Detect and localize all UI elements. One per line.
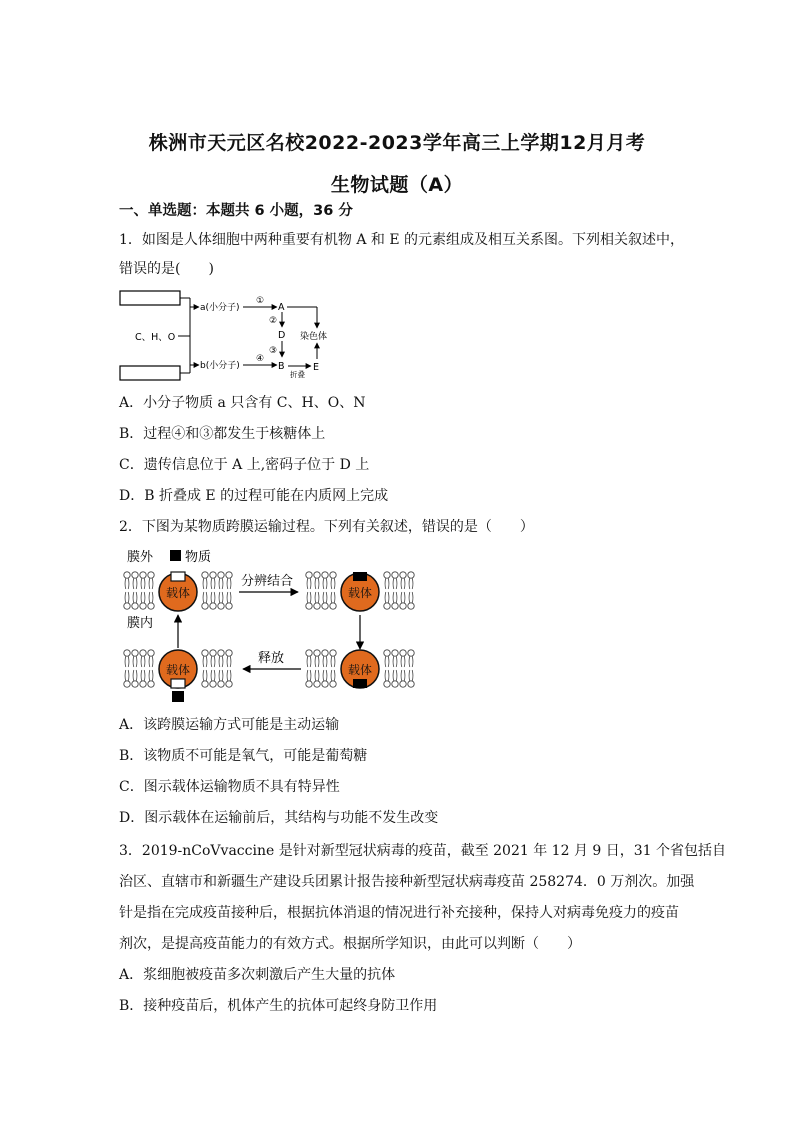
membrane-bottom-right xyxy=(306,650,414,688)
label-release: 释放 xyxy=(258,651,285,666)
carrier-bound-inside xyxy=(341,650,379,688)
released-substance xyxy=(172,691,184,702)
label-b: b(小分子) xyxy=(200,361,240,371)
step-1: ① xyxy=(256,296,265,306)
carrier-label-4: 载体 xyxy=(165,663,191,677)
carrier-bound-outside xyxy=(341,572,379,611)
membrane-bottom-left xyxy=(124,650,232,702)
q3-stem-line3: 针是指在完成疫苗接种后，根据抗体消退的情况进行补充接种，保持人对病毒免疫力的疫苗 xyxy=(119,905,679,921)
q2-stem: 2．下图为某物质跨膜运输过程。下列有关叙述，错误的是（ ） xyxy=(119,519,534,535)
carrier-label-2: 载体 xyxy=(347,586,373,600)
membrane-top-right xyxy=(306,572,414,611)
q3-stem-line2: 治区、直辖市和新疆生产建设兵团累计报告接种新型冠状病毒疫苗 258274．0 万剂次。加强 xyxy=(119,874,695,890)
blank-box-top xyxy=(120,291,180,305)
q2-option-c: C．图示载体运输物质不具有特异性 xyxy=(119,779,340,795)
label-D: D xyxy=(278,330,286,341)
label-chromosome: 染色体 xyxy=(300,332,328,342)
q1-stem-line1: 1．如图是人体细胞中两种重要有机物 A 和 E 的元素组成及相互关系图。下列相关叙述中， xyxy=(119,232,685,248)
elements-label: C、H、O xyxy=(135,332,176,343)
section-heading: 一、单选题：本题共 6 小题，36 分 xyxy=(119,203,353,219)
blank-box-bottom xyxy=(120,366,180,380)
page-subtitle: 生物试题（A） xyxy=(330,174,464,196)
label-inside: 膜内 xyxy=(127,616,154,631)
substance-legend-square xyxy=(170,550,181,561)
q3-option-a: A．浆细胞被疫苗多次刺激后产生大量的抗体 xyxy=(119,967,396,983)
q1-option-b: B．过程④和③都发生于核糖体上 xyxy=(119,426,326,442)
label-B: B xyxy=(278,361,285,372)
q1-option-c: C．遗传信息位于 A 上,密码子位于 D 上 xyxy=(119,457,370,473)
carrier-label-3: 载体 xyxy=(347,663,373,677)
step-3: ③ xyxy=(269,346,278,356)
label-fold: 折叠 xyxy=(290,370,305,379)
q1-option-a: A．小分子物质 a 只含有 C、H、O、N xyxy=(119,395,366,411)
q3-option-b: B．接种疫苗后，机体产生的抗体可起终身防卫作用 xyxy=(119,998,438,1014)
q3-stem-line4: 剂次，是提高疫苗能力的有效方式。根据所学知识，由此可以判断（ ） xyxy=(119,936,581,952)
membrane-top-left xyxy=(124,572,232,611)
q2-option-d: D．图示载体在运输前后，其结构与功能不发生改变 xyxy=(119,810,439,826)
q1-diagram xyxy=(115,285,355,385)
label-a: a(小分子) xyxy=(200,303,240,313)
label-outside: 膜外 xyxy=(127,550,154,565)
carrier-label-1: 载体 xyxy=(165,586,191,600)
label-bind: 分辨结合 xyxy=(241,574,294,589)
carrier-open-inside xyxy=(159,650,197,688)
q2-diagram xyxy=(115,545,435,705)
carrier-open-outside xyxy=(159,572,197,611)
label-E: E xyxy=(313,362,320,373)
q2-option-a: A．该跨膜运输方式可能是主动运输 xyxy=(119,717,340,733)
q3-stem-line1: 3．2019-nCoVvaccine 是针对新型冠状病毒的疫苗，截至 2021 年 12 月 9 日，31 个省包括自 xyxy=(119,843,727,859)
q2-option-b: B．该物质不可能是氧气，可能是葡萄糖 xyxy=(119,748,368,764)
q1-option-d: D．B 折叠成 E 的过程可能在内质网上完成 xyxy=(119,488,389,504)
label-substance: 物质 xyxy=(185,550,212,565)
step-2: ② xyxy=(269,316,278,326)
page-title: 株洲市天元区名校2022-2023学年高三上学期12月月考 xyxy=(148,132,646,154)
q1-stem-line2: 错误的是( ) xyxy=(119,261,214,277)
step-4: ④ xyxy=(256,354,265,364)
label-A: A xyxy=(278,302,285,313)
